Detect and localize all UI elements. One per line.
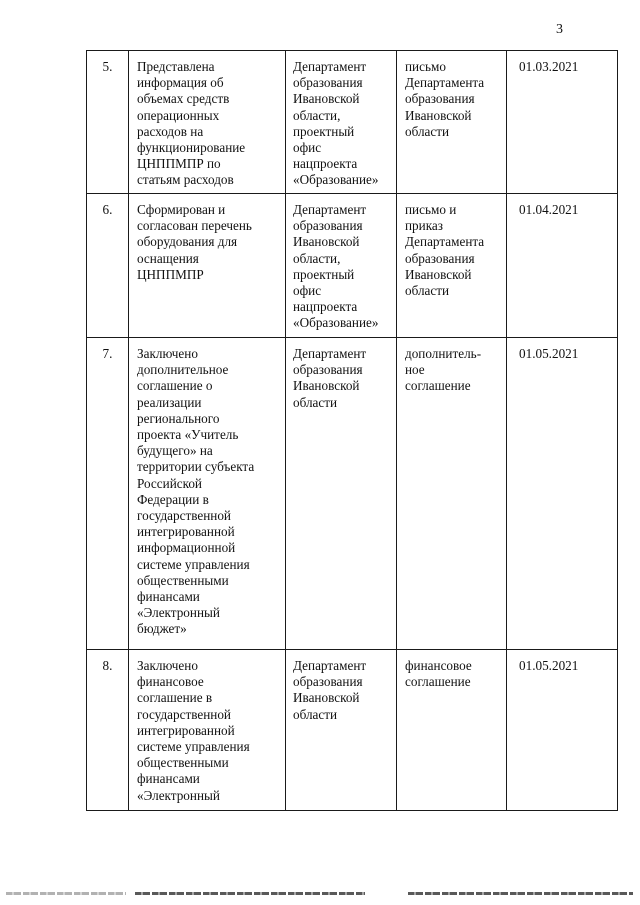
document-type: письмо и приказ Департамента образования Ивановской области [397, 194, 507, 338]
page-number: 3 [556, 22, 563, 37]
responsible-party: Департамент образования Ивановской области [286, 338, 397, 650]
row-number: 5. [87, 51, 129, 194]
responsible-party: Департамент образования Ивановской области, проектный офис нацпроекта «Образование» [286, 51, 397, 194]
scan-artifact [6, 892, 126, 895]
scan-artifact [135, 892, 365, 895]
row-number: 6. [87, 194, 129, 338]
table-row [87, 51, 618, 194]
table-row [87, 338, 618, 650]
document-type: письмо Департамента образования Ивановской области [397, 51, 507, 194]
deadline-date: 01.04.2021 [507, 194, 618, 338]
activity-description: Сформирован и согласован перечень оборудования для оснащения ЦНППМПР [129, 194, 286, 338]
activity-description: Заключено финансовое соглашение в государственной интегрированной системе управления общественными финансами «Электронный [129, 650, 286, 811]
document-type: финансовое соглашение [397, 650, 507, 811]
table-row [87, 650, 618, 811]
scan-artifact [408, 892, 633, 895]
responsible-party: Департамент образования Ивановской области [286, 650, 397, 811]
deadline-date: 01.05.2021 [507, 650, 618, 811]
deadline-date: 01.03.2021 [507, 51, 618, 194]
table-row [87, 194, 618, 338]
row-number: 8. [87, 650, 129, 811]
activities-table [86, 50, 618, 811]
activity-description: Заключено дополнительное соглашение о реализации регионального проекта «Учитель будущего» на территории субъекта Российской Федерации в государственной интегрированной информационной системе управления общественными финансами «Электронный бюджет» [129, 338, 286, 650]
document-type: дополнитель- ное соглашение [397, 338, 507, 650]
row-number: 7. [87, 338, 129, 650]
activity-description: Представлена информация об объемах средств операционных расходов на функционирование ЦНППМПР по статьям расходов [129, 51, 286, 194]
deadline-date: 01.05.2021 [507, 338, 618, 650]
responsible-party: Департамент образования Ивановской области, проектный офис нацпроекта «Образование» [286, 194, 397, 338]
